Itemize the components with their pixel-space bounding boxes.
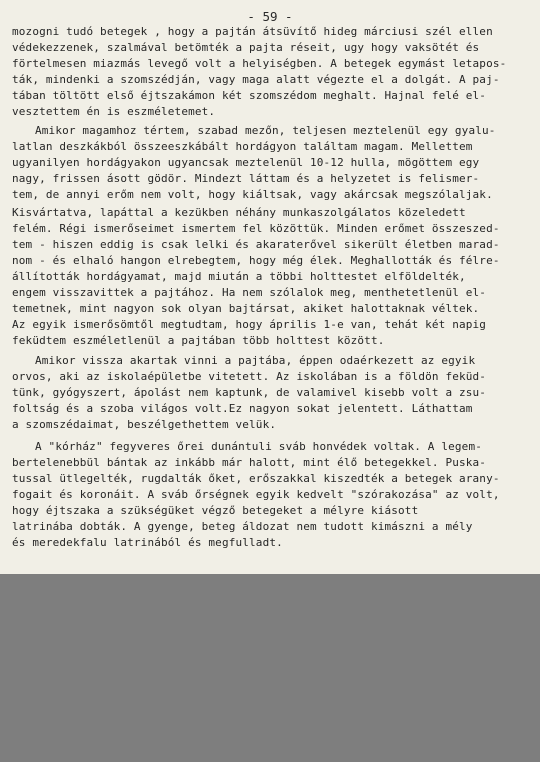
text-line-18: temetnek, mint nagyon sok olyan bajtársat, akiket halottaknak véltek. bbox=[12, 302, 480, 315]
text-line-31: latrinába dobták. A gyenge, beteg áldozat nem tudott kimászni a mély bbox=[12, 520, 473, 533]
text-line-2: védekezzenek, szalmával betömték a pajta réseit, ugy hogy vaksötét és bbox=[12, 41, 480, 54]
text-line-8: latlan deszkákból összeeszkábált hordágyon találtam magam. Mellettem bbox=[12, 140, 473, 153]
text-line-27: bertelenebbül bántak az inkább már halott, mint élő betegekkel. Puska- bbox=[12, 456, 487, 469]
text-line-7: Amikor magamhoz tértem, szabad mezőn, teljesen meztelenül egy gyalu- bbox=[35, 124, 496, 137]
text-line-32: és meredekfalu latrinából és megfulladt. bbox=[12, 536, 283, 549]
page-number: - 59 - bbox=[247, 9, 293, 24]
text-line-17: engem visszavittek a pajtához. Ha nem szólalok meg, menthetetlenül el- bbox=[12, 286, 487, 299]
text-line-24: foltság és a szoba világos volt.Ez nagyon sokat jelentett. Láthattam bbox=[12, 402, 473, 415]
text-line-9: ugyanilyen hordágyakon ugyancsak meztelenül 10-12 hulla, mögöttem egy bbox=[12, 156, 480, 169]
text-line-15: nom - és elhaló hangon elrebegtem, hogy még élek. Meghallották és félre- bbox=[12, 254, 500, 267]
text-line-22: orvos, aki az iskolaépületbe vitetett. Az iskolában is a földön feküd- bbox=[12, 370, 487, 383]
text-line-4: ták, mindenki a szomszédján, vagy maga alatt végezte el a dolgát. A paj- bbox=[12, 73, 500, 86]
text-line-11: tem, de annyi erőm nem volt, hogy kiáltsak, vagy akárcsak megszólaljak. bbox=[12, 188, 493, 201]
text-line-21: Amikor vissza akartak vinni a pajtába, éppen odaérkezett az egyik bbox=[35, 354, 476, 367]
text-line-23: tünk, gyógyszert, ápolást nem kaptunk, de valamivel kisebb volt a zsu- bbox=[12, 386, 487, 399]
text-line-3: förtelmesen miazmás levegő volt a helyiségben. A betegek egymást letapos- bbox=[12, 57, 507, 70]
text-line-29: fogait és koronáit. A sváb őrségnek egyik kedvelt "szórakozása" az volt, bbox=[12, 488, 500, 501]
text-line-1: mozogni tudó betegek , hogy a pajtán átsüvítő hideg márciusi szél ellen bbox=[12, 25, 493, 38]
text-line-14: tem - hiszen eddig is csak lelki és akaraterővel sikerült életben marad- bbox=[12, 238, 500, 251]
text-line-30: hogy éjtszaka a szükségüket végző betegeket a mélyre kiásott bbox=[12, 504, 419, 517]
text-line-12: Kisvártatva, lapáttal a kezükben néhány munkaszolgálatos közeledett bbox=[12, 206, 466, 219]
text-line-25: a szomszédaimat, beszélgethettem velük. bbox=[12, 418, 277, 431]
text-line-20: feküdtem eszméletlenül a pajtában több holttest között. bbox=[12, 334, 385, 347]
text-line-13: felém. Régi ismerőseimet ismertem fel közöttük. Minden erőmet összeszed- bbox=[12, 222, 500, 235]
text-line-16: állították hordágyamat, majd miután a többi holttestet elföldelték, bbox=[12, 270, 466, 283]
text-line-28: tussal ütlegelték, rugdalták őket, erőszakkal kiszedték a betegek arany- bbox=[12, 472, 500, 485]
text-line-26: A "kórház" fegyveres őrei dunántuli sváb honvédek voltak. A legem- bbox=[35, 440, 482, 453]
text-line-19: Az egyik ismerősömtől megtudtam, hogy április 1-e van, tehát két napig bbox=[12, 318, 487, 331]
text-line-6: vesztettem én is eszméletemet. bbox=[12, 105, 216, 118]
text-line-10: nagy, frissen ásott gödör. Mindezt láttam és a helyzetet is felismer- bbox=[12, 172, 480, 185]
text-line-5: tában töltött első éjtszakámon két szomszédom meghalt. Hajnal felé el- bbox=[12, 89, 487, 102]
scanner-background bbox=[0, 574, 540, 762]
